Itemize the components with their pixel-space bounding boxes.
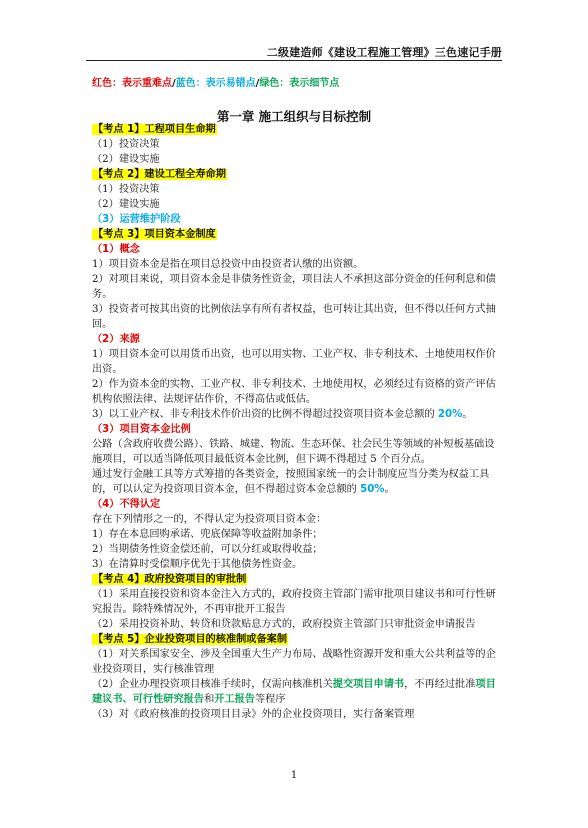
text-run: 。 <box>462 409 473 420</box>
list-item: （2）建设实施 <box>92 154 160 165</box>
term-highlight: 提交项目申请书 <box>332 679 405 690</box>
paragraph: （2）采用投资补助、转贷和贷款贴息方式的，政府投资主管部门只审批资金申请报告 <box>92 619 476 630</box>
text-run: 等程序 <box>255 694 286 705</box>
legend-separator: / <box>172 78 176 89</box>
point-1-title: 【考点 1】工程项目生命期 <box>93 124 216 135</box>
subheading-concept: （1）概念 <box>92 244 140 255</box>
value-highlight: 20% <box>437 409 463 420</box>
chapter-title: 第一章 施工组织与目标控制 <box>216 109 372 124</box>
page-number: 1 <box>290 770 298 781</box>
point-3-title: 【考点 3】项目资本金制度 <box>93 229 216 240</box>
list-item: （2）建设实施 <box>92 199 160 210</box>
value-highlight: 50% <box>360 484 385 495</box>
list-item-highlight: （3）运营维护阶段 <box>92 214 181 225</box>
point-2-title: 【考点 2】建设工程全寿命期 <box>93 169 226 180</box>
running-header: 二级建造师《建设工程施工管理》三色速记手册 <box>266 46 502 59</box>
legend-green-term: 细节点 <box>309 78 340 89</box>
paragraph: 2）对项目来说，项目资本金是非债务性资金，项目法人不承担这部分资金的任何利息和债务。 <box>92 274 496 300</box>
text-run: ，不再经过批准 <box>404 679 476 690</box>
subheading-ratio: （3）项目资本金比例 <box>92 424 191 435</box>
list-item: （1）投资决策 <box>92 184 160 195</box>
paragraph: 2）当期债务性资金偿还前，可以分红或取得收益； <box>92 544 323 555</box>
color-legend <box>92 74 339 89</box>
legend-red-label: 红色：表示 <box>92 78 142 89</box>
paragraph: （1）对关系国家安全、涉及全国重大生产力布局、战略性资源开发和重大公共利益等的企业投资项目，实行核准管理 <box>92 649 496 675</box>
page-content <box>92 122 504 722</box>
paragraph: 3）在清算时受偿顺序优先于其他债务性资金。 <box>92 559 303 570</box>
paragraph: 3）投资者可按其出资的比例依法享有所有者权益，也可转让其出资，但不得以任何方式抽回。 <box>92 304 496 330</box>
paragraph: （1）采用直接投资和资本金注入方式的，政府投资主管部门需审批项目建议书和可行性研究报告。除特殊情况外，不再审批开工报告 <box>92 589 496 615</box>
text-run: 。 <box>384 484 395 495</box>
legend-blue-label: 蓝色：表示 <box>175 78 226 89</box>
term-highlight: 开工报告 <box>214 694 255 705</box>
subheading-source: （2）来源 <box>92 334 140 345</box>
paragraph: （3）对《政府核准的投资项目目录》外的企业投资项目，实行备案管理 <box>92 709 415 720</box>
point-5-title: 【考点 5】企业投资项目的核准制或备案制 <box>93 634 288 645</box>
legend-blue-term: 易错点 <box>225 78 256 89</box>
header-rule <box>86 60 502 61</box>
paragraph <box>92 407 504 422</box>
text-run: 通过发行金融工具等方式筹措的各类资金，按照国家统一的会计制度应当分类为权益工具的，可以认定为投资项目资本金，但不得超过资本金总额的 <box>92 469 490 495</box>
paragraph: 1）项目资本金是指在项目总投资中由投资者认缴的出资额。 <box>92 259 364 270</box>
text-run: （2）企业办理投资项目核准手续时，仅需向核准机关 <box>92 679 333 690</box>
text-run: 3）以工业产权、非专利技术作价出资的比例不得超过投资项目资本金总额的 <box>92 409 438 420</box>
list-item: （1）投资决策 <box>92 139 160 150</box>
paragraph: 存在下列情形之一的，不得认定为投资项目资本金： <box>92 514 327 525</box>
paragraph <box>92 467 504 497</box>
paragraph: 2）作为资本金的实物、工业产权、非专利技术、土地使用权，必须经过有资格的资产评估机构依照法律、法规评估作价，不得高估或低估。 <box>92 379 496 405</box>
paragraph: 1）项目资本金可以用货币出资，也可以用实物、工业产权、非专利技术、土地使用权作价出资。 <box>92 349 496 375</box>
legend-separator: / <box>255 78 260 89</box>
paragraph: 1）存在本息回购承诺、兜底保障等收益附加条件； <box>92 529 323 540</box>
legend-green-label: 绿色：表示 <box>259 78 310 89</box>
text-run: 和 <box>204 694 215 705</box>
legend-red-term: 重难点 <box>142 78 172 89</box>
paragraph <box>92 677 504 707</box>
paragraph: 公路（含政府收费公路）、铁路、城建、物流、生态环保、社会民生等领域的补短板基础设施项目，可以适当降低项目最低资本金比例，但下调不得超过 5 个百分点。 <box>92 439 495 465</box>
point-4-title: 【考点 4】政府投资项目的审批制 <box>93 574 247 585</box>
term-highlight: 项目建议书、可行性研究报告 <box>92 679 496 705</box>
subheading-not-recognized: （4）不得认定 <box>92 499 161 510</box>
